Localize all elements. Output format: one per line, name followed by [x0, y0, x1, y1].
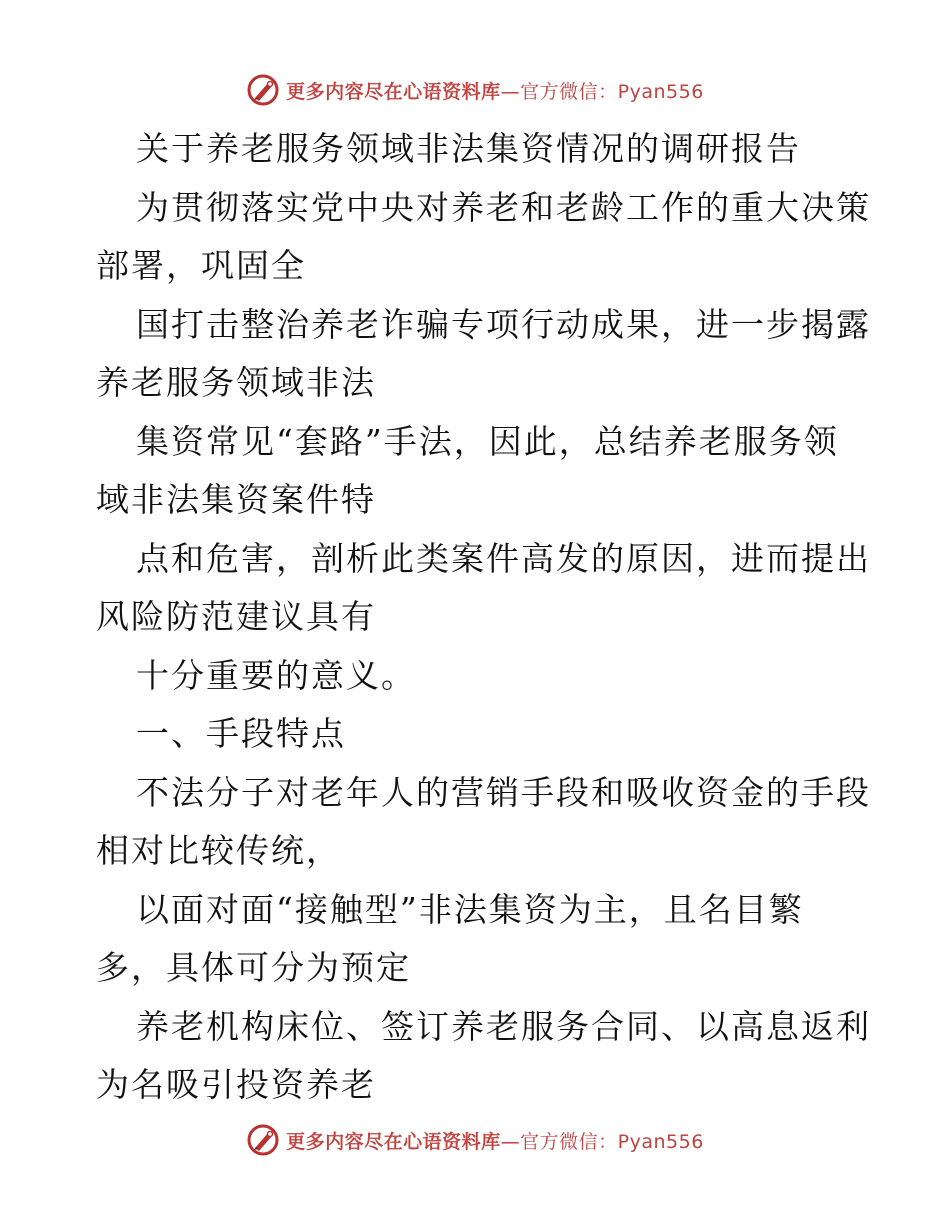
- document-line: 点和危害，剖析此类案件高发的原因，进而提出: [136, 538, 871, 578]
- footer-banner-wechat: 官方微信：Pyan556: [520, 1130, 704, 1153]
- document-line: 风险防范建议具有: [96, 597, 376, 636]
- pen-logo-icon: [246, 73, 280, 107]
- pen-logo-icon: [246, 1123, 280, 1157]
- footer-banner-dash: —: [500, 1130, 521, 1153]
- header-banner-dash: —: [500, 80, 521, 103]
- document-line: 一、手段特点: [136, 714, 346, 753]
- document-line: 为贯彻落实党中央对养老和老龄工作的重大决策: [136, 187, 871, 227]
- document-line: 不法分子对老年人的营销手段和吸收资金的手段: [136, 772, 871, 812]
- footer-banner-prefix: 更多内容尽在心语资料库: [286, 1130, 501, 1153]
- header-banner-text: [286, 77, 704, 104]
- document-line: 养老机构床位、签订养老服务合同、以高息返利: [136, 1006, 871, 1046]
- document-line: 相对比较传统，: [96, 831, 341, 870]
- document-line: 国打击整治养老诈骗专项行动成果，进一步揭露: [136, 304, 871, 344]
- document-line: 部署，巩固全: [96, 246, 306, 285]
- document-line: 十分重要的意义。: [136, 655, 416, 695]
- footer-banner: [0, 1120, 950, 1160]
- document-line: 以面对面“接触型”非法集资为主，且名目繁: [136, 889, 804, 929]
- document-line: 多，具体可分为预定: [96, 948, 411, 987]
- header-banner-wechat: 官方微信：Pyan556: [520, 80, 704, 103]
- header-banner-prefix: 更多内容尽在心语资料库: [286, 80, 501, 103]
- document-line: 域非法集资案件特: [96, 480, 376, 519]
- document-body: [96, 120, 871, 1115]
- document-line: 为名吸引投资养老: [96, 1065, 376, 1104]
- document-line: 集资常见“套路”手法，因此，总结养老服务领: [136, 421, 839, 461]
- header-banner: [0, 70, 950, 110]
- document-line: 养老服务领域非法: [96, 363, 376, 402]
- document-line: 关于养老服务领域非法集资情况的调研报告: [136, 129, 801, 168]
- footer-banner-text: [286, 1127, 704, 1154]
